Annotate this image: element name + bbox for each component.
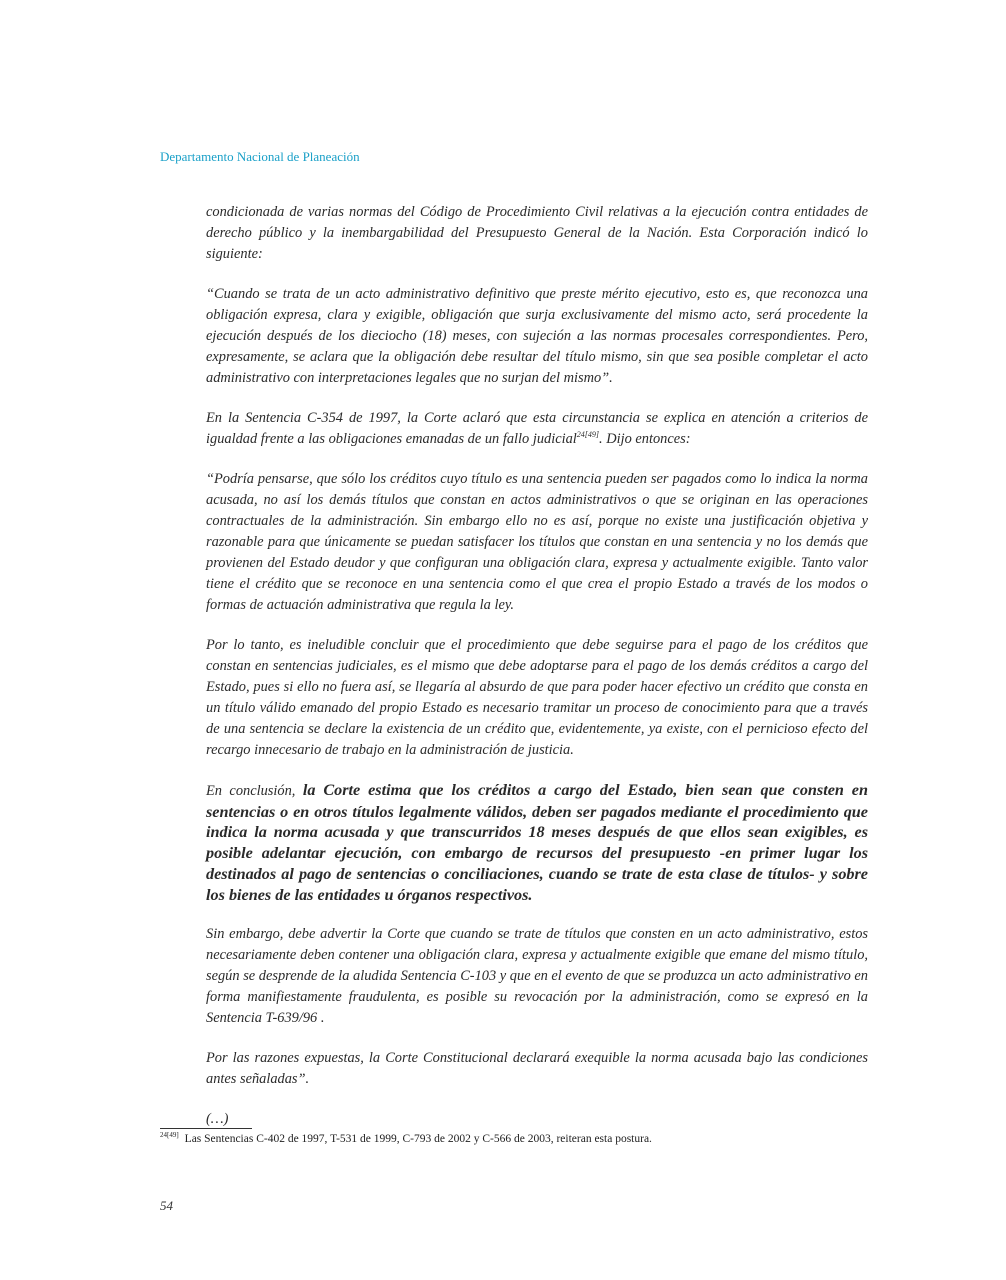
ellipsis-paragraph: (…) — [206, 1111, 229, 1128]
page-number: 54 — [160, 1198, 173, 1213]
footnote-text: Las Sentencias C-402 de 1997, T-531 de 1999, C-793 de 2002 y C-566 de 2003, reiteran esta postura. — [184, 1132, 652, 1145]
quote-paragraph-1: “Cuando se trata de un acto administrativo definitivo que preste mérito ejecutivo, esto es, que reconozca una obligación expresa, clara y exigible, obligación que surja exclusivamente del mismo acto, será procedente la ejecución después de los dieciocho (18) meses, con sujeción a las normas procesales correspondientes. Pero, expresamente, se aclara que la obligación debe resultar del título mismo, sin que sea posible completar el acto administrativo con interpretaciones legales que no surjan del mismo”. — [206, 286, 868, 386]
footnote — [160, 1131, 652, 1145]
document-body — [206, 202, 868, 1149]
conclusion-paragraph — [206, 780, 868, 905]
quote-paragraph-3: Por lo tanto, es ineludible concluir que el procedimiento que debe seguirse para el pago de los créditos que constan en sentencias judiciales, es el mismo que debe adoptarse para el pago de los demás créditos a cargo del Estado, pues si ello no fuera así, se llegaría al absurdo de que para poder hacer efectivo un crédito que consta en un título válido emanado del propio Estado es necesario tramitar un proceso de conocimiento para que a través de una sentencia se declare la existencia de un crédito que, evidentemente, ya existe, con el pernicioso efecto del recargo innecesario de trabajo en la administración de justicia. — [206, 637, 868, 758]
running-header: Departamento Nacional de Planeación — [160, 149, 360, 164]
paragraph-c354 — [206, 408, 868, 450]
footnote-reference[interactable]: 24[49] — [576, 430, 600, 440]
conclusion-lead: En conclusión, — [206, 783, 303, 799]
footnote-divider — [160, 1128, 252, 1129]
quote-paragraph-2: “Podría pensarse, que sólo los créditos cuyo título es una sentencia pueden ser pagados como lo indica la norma acusada, no así los demás títulos que constan en actos administrativos o que se originan en las operaciones contractuales de la administración. Sin embargo ello no es así, porque no existe una justificación objetiva y razonable para que únicamente se puedan satisfacer los títulos que constan en una sentencia y no los demás que provienen del Estado deudor y que configuran una obligación clara, expresa y actualmente exigible. Tanto valor tiene el crédito que se reconoce en una sentencia como el que crea el propio Estado a través de los modos o formas de actuación administrativa que regula la ley. — [206, 471, 868, 613]
quote-paragraph-4: Sin embargo, debe advertir la Corte que cuando se trate de títulos que consten en un acto administrativo, estos necesariamente deben contener una obligación clara, expresa y actualmente exigible que emane del mismo título, según se desprende de la aludida Sentencia C-103 y que en el evento de que se produzca un acto administrativo en forma manifiestamente fraudulenta, es posible su revocación por la administración, como se expresó en la Sentencia T-639/96 . — [206, 926, 868, 1027]
paragraph-c354-text: En la Sentencia C-354 de 1997, la Corte aclaró que esta circunstancia se explica en atención a criterios de igualdad frente a las obligaciones emanadas de un fallo judicial — [206, 410, 868, 447]
conclusion-bold-text: la Corte estima que los créditos a cargo del Estado, bien sean que consten en sentencias o en otros títulos legalmente válidos, deben ser pagados mediante el procedimiento que indica la norma acusada y que transcurridos 18 meses después de que ellos sean exigibles, es posible adelantar ejecución, con embargo de recursos del presupuesto -en primer lugar los destinados al pago de sentencias o conciliaciones, cuando se trate de esta clase de títulos- y sobre los bienes de las entidades u órganos respectivos. — [206, 781, 868, 904]
footnote-marker: 24[49] — [160, 1131, 179, 1139]
quote-paragraph-5: Por las razones expuestas, la Corte Constitucional declarará exequible la norma acusada bajo las condiciones antes señaladas”. — [206, 1050, 868, 1088]
paragraph-c354-tail: . Dijo entonces: — [599, 431, 691, 447]
paragraph-intro: condicionada de varias normas del Código de Procedimiento Civil relativas a la ejecución contra entidades de derecho público y la inembargabilidad del Presupuesto General de la Nación. Esta Corporación indicó lo siguiente: — [206, 204, 868, 262]
